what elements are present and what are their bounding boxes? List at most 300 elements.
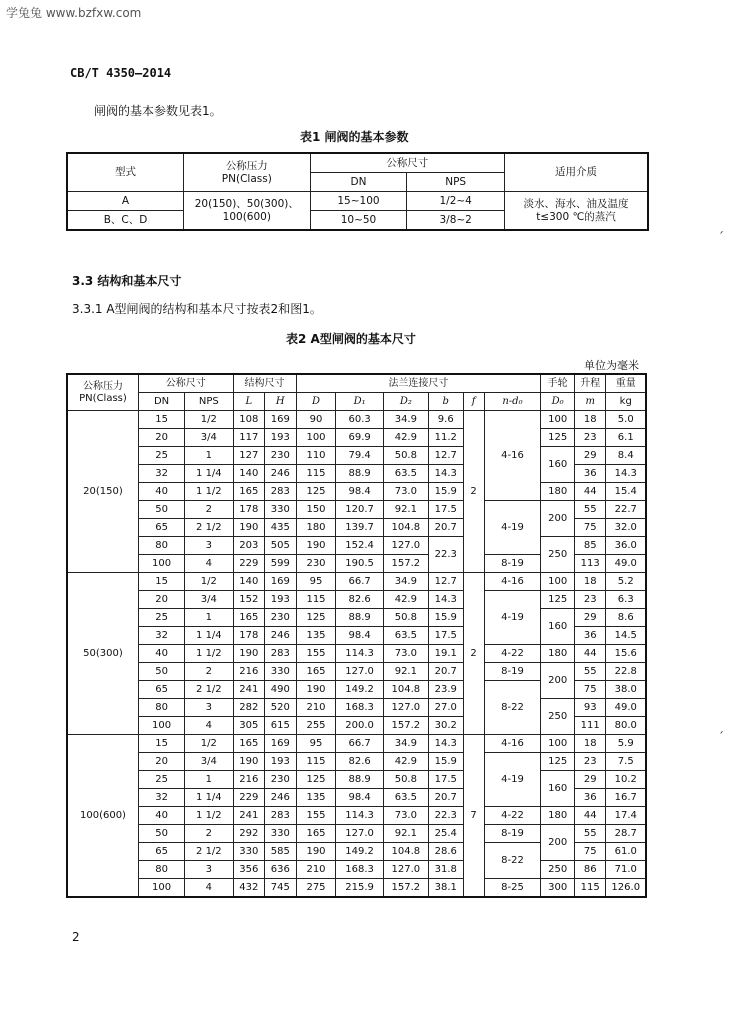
cell: 599: [265, 555, 297, 573]
cell-weight: 32.0: [606, 519, 646, 537]
cell: 50: [138, 825, 184, 843]
cell: 73.0: [383, 807, 428, 825]
cell-b: 17.5: [428, 771, 463, 789]
cell: 50: [138, 663, 184, 681]
cell: 168.3: [336, 699, 383, 717]
header-D1: D₁: [336, 393, 383, 411]
cell-b: 17.5: [428, 501, 463, 519]
cell: 246: [265, 465, 297, 483]
cell: 3/4: [185, 429, 233, 447]
cell: 215.9: [336, 879, 383, 898]
cell-b: 15.9: [428, 609, 463, 627]
cell-weight: 6.3: [606, 591, 646, 609]
table2-title: 表2 A型闸阀的基本尺寸: [286, 332, 416, 346]
cell: 20: [138, 591, 184, 609]
f-cell: 2: [463, 411, 484, 573]
cell: 98.4: [336, 627, 383, 645]
cell-b: 28.6: [428, 843, 463, 861]
wheel-cell: 100: [541, 573, 575, 591]
cell: 65: [138, 843, 184, 861]
cell: 157.2: [383, 879, 428, 898]
header-lift: 升程: [574, 374, 606, 393]
cell-b: 20.7: [428, 789, 463, 807]
cell: 305: [233, 717, 265, 735]
table-row: [67, 753, 646, 771]
table1-title: 表1 闸阀的基本参数: [300, 130, 409, 144]
cell: 50.8: [383, 771, 428, 789]
header-D: D: [296, 393, 336, 411]
scan-mark: ˊ: [718, 230, 724, 244]
cell: 73.0: [383, 483, 428, 501]
cell-b: 31.8: [428, 861, 463, 879]
cell: 1/2: [185, 411, 233, 429]
table-row: [67, 447, 646, 465]
header-flange: 法兰连接尺寸: [296, 374, 541, 393]
cell-b: 38.1: [428, 879, 463, 898]
cell: 190: [296, 843, 336, 861]
header-struct: 结构尺寸: [233, 374, 296, 393]
cell: 115: [296, 465, 336, 483]
cell-lift: 18: [574, 411, 606, 429]
cell-b: 22.3: [428, 807, 463, 825]
cell: 127.0: [336, 825, 383, 843]
cell: 34.9: [383, 573, 428, 591]
table-row: [67, 609, 646, 627]
table-row: [67, 411, 646, 429]
table-row: [67, 591, 646, 609]
cell: 80: [138, 537, 184, 555]
cell: 25: [138, 771, 184, 789]
cell: 230: [265, 771, 297, 789]
nd-cell: 4-16: [484, 411, 541, 501]
cell: 490: [265, 681, 297, 699]
cell-lift: 36: [574, 465, 606, 483]
cell: 505: [265, 537, 297, 555]
cell: 292: [233, 825, 265, 843]
intro-paragraph: 闸阀的基本参数见表1。: [94, 104, 222, 118]
cell: 330: [265, 501, 297, 519]
cell: 193: [265, 591, 297, 609]
cell: 330: [233, 843, 265, 861]
cell: 63.5: [383, 465, 428, 483]
cell: 110: [296, 447, 336, 465]
cell-lift: 36: [574, 627, 606, 645]
cell: 2: [185, 663, 233, 681]
cell: 229: [233, 555, 265, 573]
wheel-cell: 200: [541, 663, 575, 699]
cell: 140: [233, 465, 265, 483]
cell: 42.9: [383, 591, 428, 609]
cell-b: 17.5: [428, 627, 463, 645]
cell: 193: [265, 753, 297, 771]
cell: 90: [296, 411, 336, 429]
cell-weight: 5.0: [606, 411, 646, 429]
cell: 50: [138, 501, 184, 519]
cell: 152.4: [336, 537, 383, 555]
cell-lift: 29: [574, 609, 606, 627]
cell: 210: [296, 699, 336, 717]
cell-lift: 75: [574, 843, 606, 861]
cell-lift: 93: [574, 699, 606, 717]
cell-b: 23.9: [428, 681, 463, 699]
cell: 520: [265, 699, 297, 717]
wheel-cell: 250: [541, 537, 575, 573]
cell: 20: [138, 429, 184, 447]
cell-b: 19.1: [428, 645, 463, 663]
cell-b: 14.3: [428, 465, 463, 483]
cell: 246: [265, 789, 297, 807]
cell: 100: [138, 555, 184, 573]
cell: 230: [296, 555, 336, 573]
header-H: H: [265, 393, 297, 411]
cell-lift: 113: [574, 555, 606, 573]
header-D0: D₀: [541, 393, 575, 411]
cell-b: 11.2: [428, 429, 463, 447]
cell: 203: [233, 537, 265, 555]
nd-cell: 8-19: [484, 555, 541, 573]
cell-b: 30.2: [428, 717, 463, 735]
cell-lift: 29: [574, 447, 606, 465]
cell: 165: [296, 663, 336, 681]
cell-b: 12.7: [428, 447, 463, 465]
cell: 69.9: [336, 429, 383, 447]
cell: 95: [296, 573, 336, 591]
cell: 80: [138, 861, 184, 879]
cell: 40: [138, 483, 184, 501]
cell: 432: [233, 879, 265, 898]
cell: 40: [138, 807, 184, 825]
cell: 104.8: [383, 681, 428, 699]
cell: 216: [233, 771, 265, 789]
cell: 4: [185, 555, 233, 573]
wheel-cell: 180: [541, 483, 575, 501]
cell: 127.0: [336, 663, 383, 681]
cell: 200.0: [336, 717, 383, 735]
f-cell: 2: [463, 573, 484, 735]
cell-lift: 115: [574, 879, 606, 898]
cell-lift: 29: [574, 771, 606, 789]
wheel-cell: 200: [541, 501, 575, 537]
cell: 25: [138, 609, 184, 627]
cell-weight: 16.7: [606, 789, 646, 807]
cell-weight: 80.0: [606, 717, 646, 735]
cell-b: 12.7: [428, 573, 463, 591]
cell: 1/2: [185, 735, 233, 753]
wheel-cell: 125: [541, 753, 575, 771]
nd-cell: 4-19: [484, 501, 541, 555]
pn-cell: 50(300): [67, 573, 138, 735]
cell: 169: [265, 411, 297, 429]
table-row: [67, 771, 646, 789]
cell-weight: 5.9: [606, 735, 646, 753]
cell-weight: 17.4: [606, 807, 646, 825]
header-size: 公称尺寸: [138, 374, 233, 393]
cell: 152: [233, 591, 265, 609]
cell: 127.0: [383, 537, 428, 555]
cell-weight: 14.3: [606, 465, 646, 483]
cell: 65: [138, 519, 184, 537]
nd-cell: 8-19: [484, 663, 541, 681]
header-dn: DN: [310, 173, 407, 192]
header-L: L: [233, 393, 265, 411]
cell: 79.4: [336, 447, 383, 465]
cell-lift: 75: [574, 519, 606, 537]
cell: 1 1/4: [185, 465, 233, 483]
cell: 745: [265, 879, 297, 898]
table-row: [67, 429, 646, 447]
pn-cell: 20(150): [67, 411, 138, 573]
table-row: [67, 573, 646, 591]
cell-b-merged: 22.3: [428, 537, 463, 573]
cell-lift: 23: [574, 591, 606, 609]
cell: 115: [296, 591, 336, 609]
cell: 114.3: [336, 645, 383, 663]
cell: 15: [138, 411, 184, 429]
cell-lift: 18: [574, 573, 606, 591]
cell: 165: [233, 483, 265, 501]
cell: 275: [296, 879, 336, 898]
wheel-cell: 250: [541, 699, 575, 735]
cell: 330: [265, 825, 297, 843]
header-m: m: [574, 393, 606, 411]
header-size: 公称尺寸: [310, 153, 504, 173]
cell-lift: 55: [574, 501, 606, 519]
header-nps: NPS: [407, 173, 505, 192]
wheel-cell: 180: [541, 645, 575, 663]
table-row: B、C、D 10~50 3/8~2: [67, 211, 648, 231]
cell-b: 27.0: [428, 699, 463, 717]
cell: 135: [296, 627, 336, 645]
cell: 114.3: [336, 807, 383, 825]
cell: 155: [296, 807, 336, 825]
cell: 1 1/2: [185, 645, 233, 663]
wheel-cell: 250: [541, 861, 575, 879]
table-row: A 20(150)、50(300)、 100(600) 15~100 1/2~4 淡水、海水、油及温度 t≤300 ℃的蒸汽: [67, 192, 648, 211]
table2-body: [67, 411, 646, 898]
wheel-cell: 160: [541, 771, 575, 807]
cell: 82.6: [336, 591, 383, 609]
cell: 32: [138, 627, 184, 645]
table-row: [67, 699, 646, 717]
header-dn: DN: [138, 393, 184, 411]
cell: 2 1/2: [185, 519, 233, 537]
cell: 165: [233, 609, 265, 627]
cell: 2: [185, 825, 233, 843]
pn-cell: 100(600): [67, 735, 138, 898]
cell: 34.9: [383, 411, 428, 429]
cell: 3: [185, 861, 233, 879]
nd-cell: 4-16: [484, 573, 541, 591]
cell: 190: [296, 537, 336, 555]
cell: 255: [296, 717, 336, 735]
header-f: f: [463, 393, 484, 411]
cell: 157.2: [383, 717, 428, 735]
cell: 241: [233, 681, 265, 699]
cell: 1 1/2: [185, 807, 233, 825]
cell: 149.2: [336, 843, 383, 861]
cell: 216: [233, 663, 265, 681]
cell-weight: 22.8: [606, 663, 646, 681]
cell: 356: [233, 861, 265, 879]
cell-weight: 71.0: [606, 861, 646, 879]
wheel-cell: 160: [541, 609, 575, 645]
cell: 32: [138, 465, 184, 483]
table2-a-type-dimensions: [66, 373, 647, 898]
cell: 88.9: [336, 465, 383, 483]
cell-weight: 8.4: [606, 447, 646, 465]
cell: 100: [138, 717, 184, 735]
table-row: [67, 825, 646, 843]
cell: 1: [185, 771, 233, 789]
cell: 1: [185, 609, 233, 627]
cell: 34.9: [383, 735, 428, 753]
header-D2: D₂: [383, 393, 428, 411]
wheel-cell: 100: [541, 735, 575, 753]
cell: 3/4: [185, 591, 233, 609]
cell-weight: 10.2: [606, 771, 646, 789]
wheel-cell: 125: [541, 429, 575, 447]
cell: 282: [233, 699, 265, 717]
nd-cell: 8-19: [484, 825, 541, 843]
cell: 178: [233, 627, 265, 645]
cell: 178: [233, 501, 265, 519]
cell-lift: 86: [574, 861, 606, 879]
cell-lift: 36: [574, 789, 606, 807]
cell-b: 14.3: [428, 735, 463, 753]
cell: 92.1: [383, 663, 428, 681]
cell-weight: 15.6: [606, 645, 646, 663]
cell: 60.3: [336, 411, 383, 429]
cell-weight: 36.0: [606, 537, 646, 555]
cell-lift: 44: [574, 645, 606, 663]
cell-b: 14.3: [428, 591, 463, 609]
cell-weight: 7.5: [606, 753, 646, 771]
cell: 157.2: [383, 555, 428, 573]
wheel-cell: 300: [541, 879, 575, 898]
cell: 230: [265, 447, 297, 465]
section-3-3-1-text: 3.3.1 A型闸阀的结构和基本尺寸按表2和图1。: [72, 302, 322, 316]
header-type: 型式: [67, 153, 184, 192]
cell-lift: 23: [574, 753, 606, 771]
header-medium: 适用介质: [505, 153, 648, 192]
cell: 125: [296, 609, 336, 627]
cell-lift: 23: [574, 429, 606, 447]
cell: 190: [296, 681, 336, 699]
cell: 180: [296, 519, 336, 537]
cell: 1 1/2: [185, 483, 233, 501]
cell: 100: [138, 879, 184, 898]
table-row: [67, 483, 646, 501]
cell: 3: [185, 537, 233, 555]
cell: 104.8: [383, 519, 428, 537]
cell: 283: [265, 807, 297, 825]
cell: 80: [138, 699, 184, 717]
cell: 246: [265, 627, 297, 645]
section-3-3-heading: 3.3 结构和基本尺寸: [72, 274, 182, 288]
cell-lift: 85: [574, 537, 606, 555]
cell: 4: [185, 879, 233, 898]
cell: 127.0: [383, 861, 428, 879]
table1-basic-parameters: [66, 152, 649, 231]
header-b: b: [428, 393, 463, 411]
cell: 135: [296, 789, 336, 807]
cell: 193: [265, 429, 297, 447]
cell: 92.1: [383, 825, 428, 843]
header-nps: NPS: [185, 393, 233, 411]
nd-cell: 4-22: [484, 645, 541, 663]
cell-b: 15.9: [428, 753, 463, 771]
cell-weight: 14.5: [606, 627, 646, 645]
cell-weight: 38.0: [606, 681, 646, 699]
cell: 139.7: [336, 519, 383, 537]
cell: 165: [233, 735, 265, 753]
cell: 2 1/2: [185, 681, 233, 699]
cell-weight: 6.1: [606, 429, 646, 447]
cell: 104.8: [383, 843, 428, 861]
wheel-cell: 200: [541, 825, 575, 861]
table-row: [67, 501, 646, 519]
cell: 155: [296, 645, 336, 663]
cell: 229: [233, 789, 265, 807]
cell: 65: [138, 681, 184, 699]
nd-cell: 8-22: [484, 681, 541, 735]
cell-weight: 126.0: [606, 879, 646, 898]
cell: 283: [265, 483, 297, 501]
pn-cell: 20(150)、50(300)、 100(600): [184, 192, 311, 231]
cell: 88.9: [336, 771, 383, 789]
cell-weight: 8.6: [606, 609, 646, 627]
cell-weight: 5.2: [606, 573, 646, 591]
cell-weight: 22.7: [606, 501, 646, 519]
cell: 585: [265, 843, 297, 861]
cell-lift: 44: [574, 483, 606, 501]
document-id: CB/T 4350—2014: [70, 66, 172, 80]
cell: 210: [296, 861, 336, 879]
cell: 2: [185, 501, 233, 519]
cell: 40: [138, 645, 184, 663]
medium-cell: 淡水、海水、油及温度 t≤300 ℃的蒸汽: [505, 192, 648, 231]
cell: 168.3: [336, 861, 383, 879]
cell: 1 1/4: [185, 627, 233, 645]
cell: 15: [138, 573, 184, 591]
cell: 1: [185, 447, 233, 465]
cell-b: 25.4: [428, 825, 463, 843]
cell: 150: [296, 501, 336, 519]
cell: 98.4: [336, 789, 383, 807]
wheel-cell: 180: [541, 807, 575, 825]
nd-cell: 8-25: [484, 879, 541, 898]
cell: 66.7: [336, 573, 383, 591]
cell: 230: [265, 609, 297, 627]
cell: 190: [233, 519, 265, 537]
header-pn: 公称压力 PN(Class): [67, 374, 138, 411]
header-weight: 重量: [606, 374, 646, 393]
cell: 15: [138, 735, 184, 753]
wheel-cell: 100: [541, 411, 575, 429]
cell: 283: [265, 645, 297, 663]
cell: 169: [265, 735, 297, 753]
cell: 241: [233, 807, 265, 825]
cell: 42.9: [383, 753, 428, 771]
cell: 636: [265, 861, 297, 879]
cell: 435: [265, 519, 297, 537]
nd-cell: 4-19: [484, 591, 541, 645]
cell-lift: 18: [574, 735, 606, 753]
cell: 330: [265, 663, 297, 681]
nd-cell: 4-19: [484, 753, 541, 807]
cell: 165: [296, 825, 336, 843]
cell: 73.0: [383, 645, 428, 663]
